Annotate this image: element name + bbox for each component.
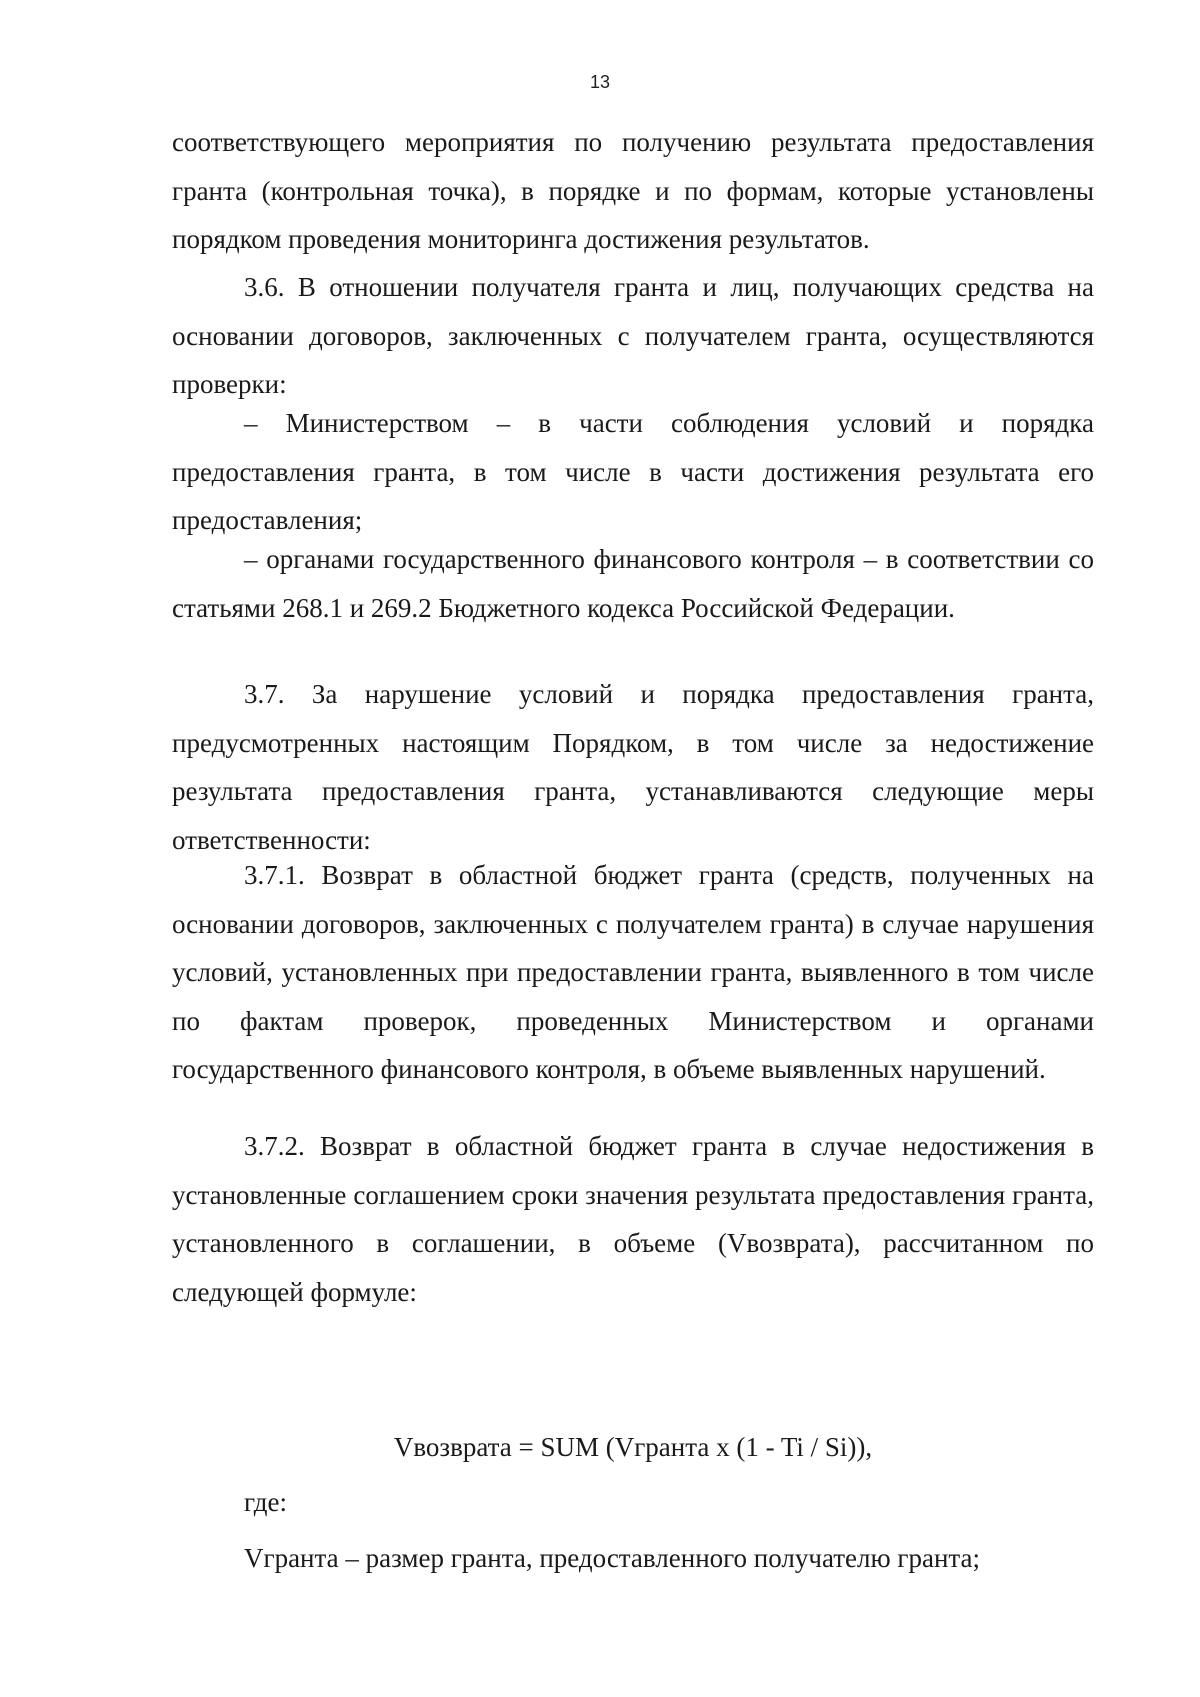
document-body <box>172 118 1094 1316</box>
paragraph-3-7: 3.7. За нарушение условий и порядка предоставления гранта, предусмотренных настоящим Порядком, в том числе за недостижение результата предоставления гранта, устанавливаются следующие меры ответственности: <box>172 679 1094 855</box>
return-formula: Vвозврата = SUM (Vгранта x (1 - Ti / Si)), <box>393 1432 873 1462</box>
paragraph-ministry-checks: – Министерством – в части соблюдения условий и порядка предоставления гранта, в том числе в части достижения результата его предоставления; <box>172 408 1094 535</box>
paragraph-3-7-2: 3.7.2. Возврат в областной бюджет гранта в случае недостижения в установленные соглашением сроки значения результата предоставления гранта, установленного в соглашении, в объеме (Vвозврата), рассчитанном по следующей формуле: <box>172 1131 1094 1307</box>
paragraph-3-7-1: 3.7.1. Возврат в областной бюджет гранта (средств, полученных на основании договоров, заключенных с получателем гранта) в случае нарушения условий, установленных при предоставлении гранта, выявленного в том числе по фактам проверок, проведенных Министерством и органами государственного финансового контроля, в объеме выявленных нарушений. <box>172 860 1094 1084</box>
page-number: 13 <box>589 72 611 92</box>
paragraph-3-6: 3.6. В отношении получателя гранта и лиц, получающих средства на основании договоров, заключенных с получателем гранта, осуществляются проверки: <box>172 272 1094 399</box>
paragraph-continuation: соответствующего мероприятия по получению результата предоставления гранта (контрольная точка), в порядке и по формам, которые установлены порядком проведения мониторинга достижения результатов. <box>172 127 1094 254</box>
where-label: где: <box>244 1487 287 1517</box>
paragraph-financial-control: – органами государственного финансового контроля – в соответствии со статьями 268.1 и 269.2 Бюджетного кодекса Российской Федерации. <box>172 544 1094 623</box>
definition-v-grant: Vгранта – размер гранта, предоставленного получателю гранта; <box>244 1543 981 1573</box>
